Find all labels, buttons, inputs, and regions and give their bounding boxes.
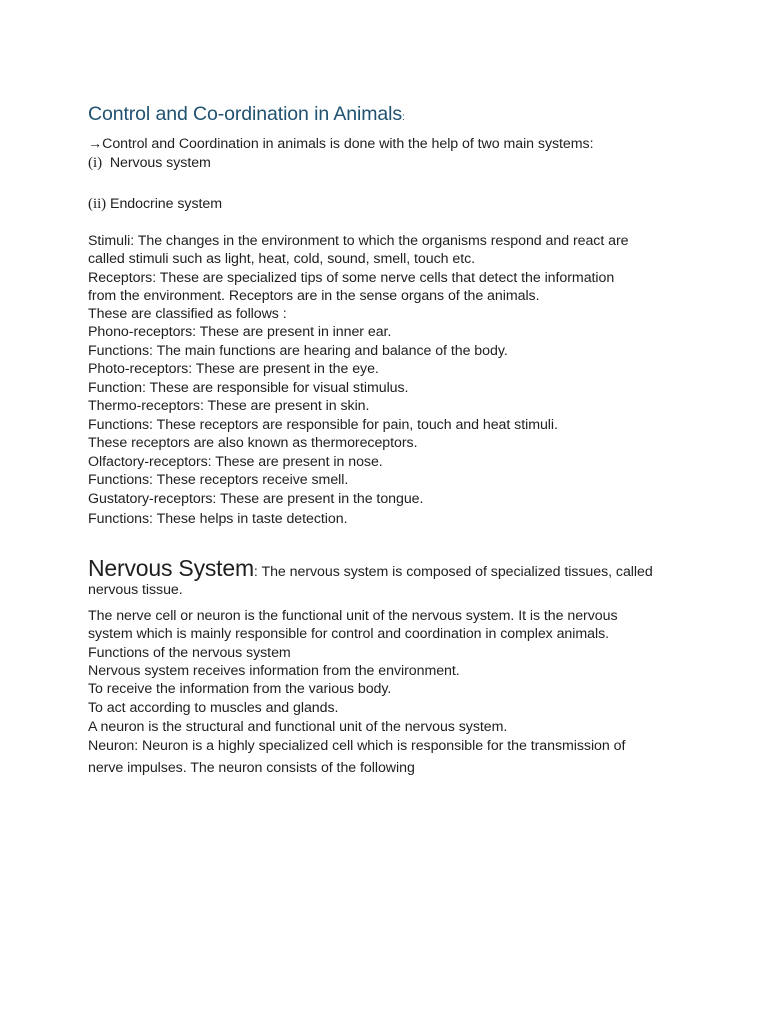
list-item-endocrine	[88, 195, 222, 213]
text-line: A neuron is the structural and functional unit of the nervous system.	[88, 719, 508, 735]
text-line: These receptors are also known as thermoreceptors.	[88, 435, 418, 451]
text-line: system which is mainly responsible for control and coordination in complex animals.	[88, 626, 610, 642]
text-line: The nerve cell or neuron is the functional unit of the nervous system. It is the nervous	[88, 608, 618, 624]
text-line: Neuron: Neuron is a highly specialized cell which is responsible for the transmission of	[88, 738, 626, 754]
text-line: To act according to muscles and glands.	[88, 700, 339, 716]
list-text: Nervous system	[109, 155, 211, 171]
text-line: Functions: These receptors receive smell.	[88, 472, 349, 488]
text-line: Photo-receptors: These are present in the eye.	[88, 361, 379, 377]
intro-text: Control and Coordination in animals is done with the help of two main systems:	[102, 136, 594, 152]
text-line: Phono-receptors: These are present in inner ear.	[88, 324, 392, 340]
text-line: These are classified as follows :	[88, 306, 287, 322]
text-line: Functions: The main functions are hearing and balance of the body.	[88, 343, 508, 359]
text-line: Gustatory-receptors: These are present in the tongue.	[88, 491, 424, 507]
heading-colon: :	[402, 112, 405, 123]
text-line: Function: These are responsible for visual stimulus.	[88, 380, 409, 396]
text-line: nerve impulses. The neuron consists of the following	[88, 760, 415, 776]
section-heading	[88, 103, 405, 126]
text-line: from the environment. Receptors are in the sense organs of the animals.	[88, 288, 540, 304]
text-line: called stimuli such as light, heat, cold, sound, smell, touch etc.	[88, 251, 476, 267]
list-number: (i)	[88, 155, 103, 171]
list-number: (ii)	[88, 196, 107, 212]
text-line: Receptors: These are specialized tips of some nerve cells that detect the information	[88, 270, 615, 286]
text-line: nervous tissue.	[88, 582, 183, 598]
text-line: Nervous system receives information from the environment.	[88, 663, 460, 679]
text-line: Functions: These helps in taste detection.	[88, 511, 348, 527]
intro-line	[88, 135, 593, 153]
nervous-system-title: Nervous System	[88, 555, 254, 581]
text-line: Olfactory-receptors: These are present in nose.	[88, 454, 383, 470]
text-line: Functions: These receptors are responsible for pain, touch and heat stimuli.	[88, 417, 558, 433]
nervous-intro-text: : The nervous system is composed of specialized tissues, called	[253, 564, 653, 580]
text-line: Stimuli: The changes in the environment to which the organisms respond and react are	[88, 233, 629, 249]
heading-title: Control and Co-ordination in Animals	[88, 103, 402, 125]
list-text: Endocrine system	[110, 196, 223, 212]
text-line: To receive the information from the various body.	[88, 681, 392, 697]
list-item-nervous	[88, 154, 211, 172]
text-line: Thermo-receptors: These are present in skin.	[88, 398, 370, 414]
text-line: Functions of the nervous system	[88, 645, 291, 661]
arrow-glyph: →	[88, 136, 103, 152]
